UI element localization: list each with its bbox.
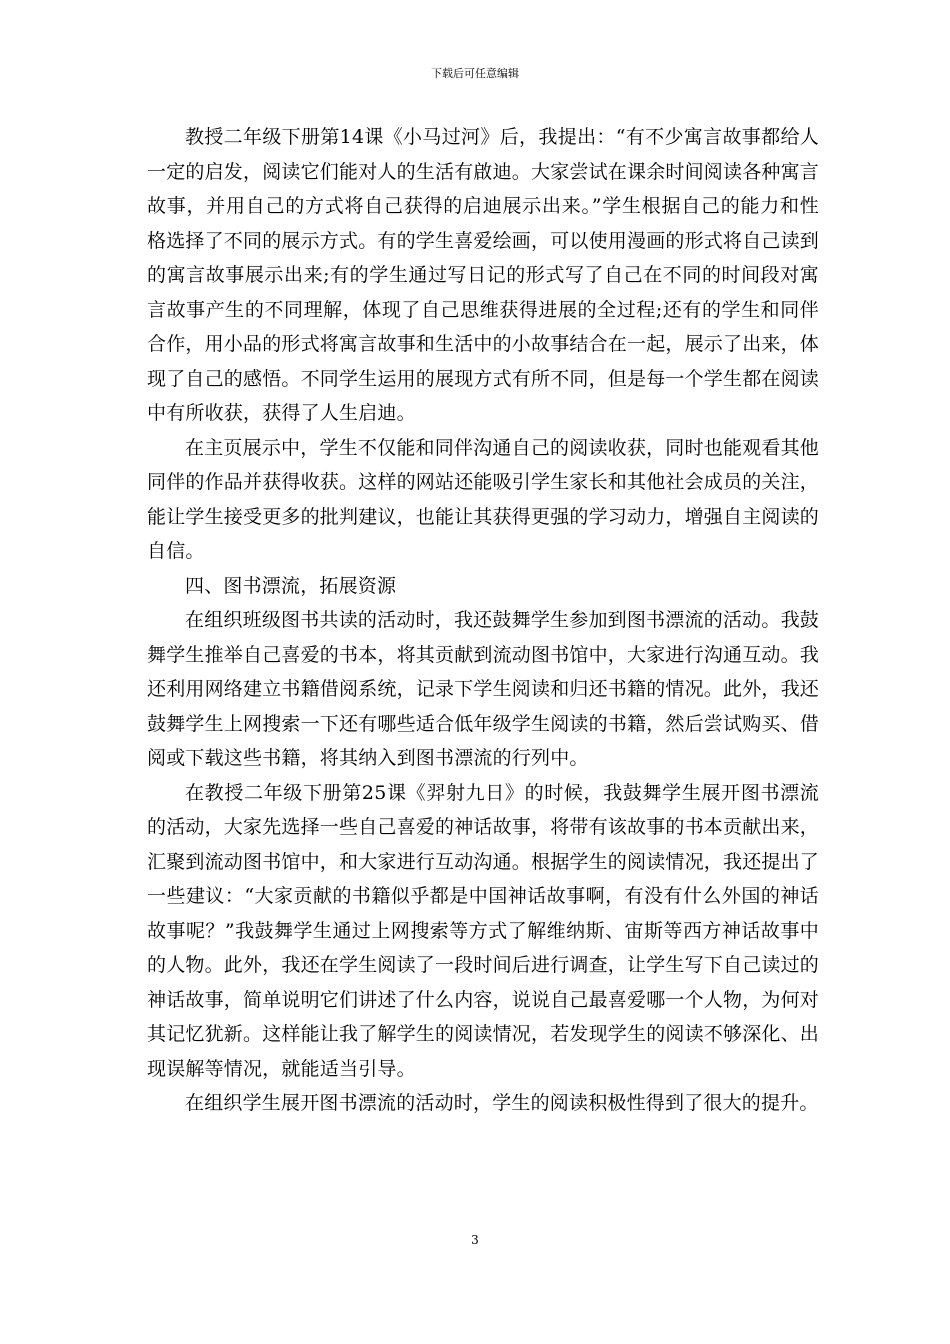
paragraph-homepage-display: 在主页展示中，学生不仅能和同伴沟通自己的阅读收获，同时也能观看其他同伴的作品并获得收获。这样的网站还能吸引学生家长和其他社会成员的关注，能让学生接受更多的批判建议，也能让其获得更强的学习动力，增强自主阅读的自信。 — [147, 436, 820, 562]
document-body — [147, 120, 819, 1121]
section-heading-book-drifting: 四、图书漂流，拓展资源 — [185, 574, 397, 597]
page-number: 3 — [471, 1233, 479, 1247]
paragraph-book-drifting-intro: 在组织班级图书共读的活动时，我还鼓舞学生参加到图书漂流的活动。我鼓舞学生推举自己喜爱的书本，将其贡献到流动图书馆中，大家进行沟通互动。我还利用网络建立书籍借阅系统，记录下学生阅读和归还书籍的情况。此外，我还鼓舞学生上网搜索一下还有哪些适合低年级学生阅读的书籍，然后尝试购买、借阅或下载这些书籍，将其纳入到图书漂流的行列中。 — [147, 609, 820, 769]
page-header: 下载后可任意编辑 — [431, 67, 519, 80]
paragraph-myth-stories: 在教授二年级下册第25课《羿射九日》的时候，我鼓舞学生展开图书漂流的活动，大家先选择一些自己喜爱的神话故事，将带有该故事的书本贡献出来，汇聚到流动图书馆中，和大家进行互动沟通。根据学生的阅读情况，我还提出了一些建议：“大家贡献的书籍似乎都是中国神话故事啊，有没有什么外国的神话故事呢？”我鼓舞学生通过上网搜索等方式了解维纳斯、宙斯等西方神话故事中的人物。此外，我还在学生阅读了一段时间后进行调查，让学生写下自己读过的神话故事，简单说明它们讲述了什么内容，说说自己最喜爱哪一个人物，为何对其记忆犹新。这样能让我了解学生的阅读情况，若发现学生的阅读不够深化、出现误解等情况，就能适当引导。 — [147, 781, 820, 1080]
paragraph-reading-enthusiasm: 在组织学生展开图书漂流的活动时，学生的阅读积极性得到了很大的提升。 — [185, 1092, 819, 1114]
paragraph-fable-activity: 教授二年级下册第14课《小马过河》后，我提出：“有不少寓言故事都给人一定的启发，阅读它们能对人的生活有啟迪。大家尝试在课余时间阅读各种寓言故事，并用自己的方式将自己获得的启迪展示出来。”学生根据自己的能力和性格选择了不同的展示方式。有的学生喜爱绘画，可以使用漫画的形式将自己读到的寓言故事展示出来;有的学生通过写日记的形式写了自己在不同的时间段对寓言故事产生的不同理解，体现了自己思维获得进展的全过程;还有的学生和同伴合作，用小品的形式将寓言故事和生活中的小故事结合在一起，展示了出来，体现了自己的感悟。不同学生运用的展现方式有所不同，但是每一个学生都在阅读中有所收获，获得了人生启迪。 — [147, 126, 820, 424]
